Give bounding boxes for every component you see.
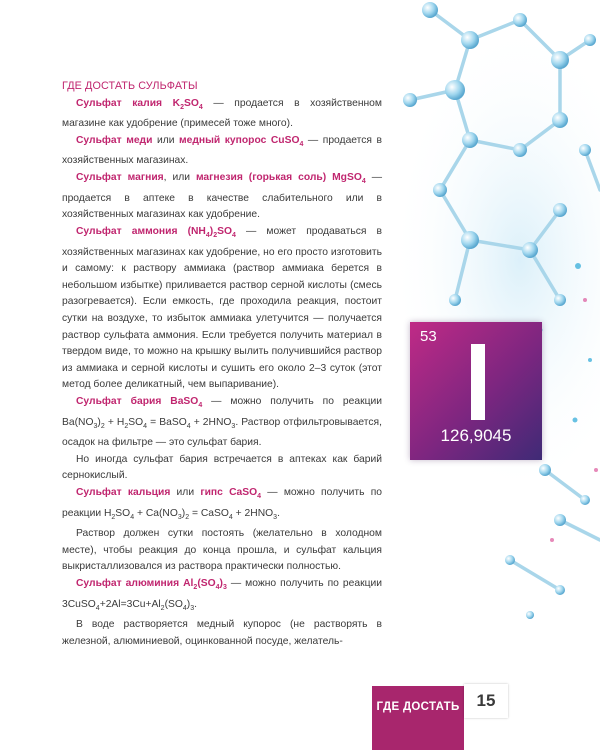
text-run: 3 xyxy=(177,513,182,521)
highlighted-term: 4 xyxy=(232,231,236,239)
text-run: 2 xyxy=(111,513,116,521)
text-run: — можно получить по реакции H xyxy=(62,486,383,519)
text-run: + H xyxy=(104,416,125,428)
paragraph xyxy=(62,617,382,650)
text-run: В воде растворяется медный купорос (не растворять в железной, алюминиевой, оцинкованной посуде, желатель- xyxy=(62,619,382,647)
paragraph xyxy=(62,452,382,485)
text-run: 4 xyxy=(186,422,191,430)
text-run: 2 xyxy=(100,422,105,430)
highlighted-term: 2 xyxy=(213,231,218,239)
text-run: = CaSO xyxy=(189,507,229,519)
text-run: — продается в аптеке в качестве слабительного или в хозяйственных магазинах как удобрение. xyxy=(62,172,382,221)
paragraph xyxy=(62,133,382,170)
paragraph xyxy=(62,394,382,452)
text-run: + 2HNO xyxy=(190,416,232,428)
text-run: ) xyxy=(97,416,101,428)
text-run: 2 xyxy=(160,604,165,612)
element-symbol xyxy=(471,344,485,420)
periodic-element-card xyxy=(410,322,542,460)
highlighted-term: ) xyxy=(219,578,223,589)
highlighted-term: Сульфат алюминия Al xyxy=(76,578,194,589)
highlighted-term: Сульфат кальция xyxy=(76,486,171,498)
text-run: — можно получить по реакции Ba(NO xyxy=(62,395,382,428)
highlighted-term: 3 xyxy=(222,584,227,592)
paragraph-list xyxy=(62,96,382,651)
highlighted-term: Сульфат меди xyxy=(76,134,153,146)
text-run: ) xyxy=(181,507,186,519)
paragraph xyxy=(62,485,382,526)
paragraph xyxy=(62,576,382,617)
text-run: 4 xyxy=(182,604,187,612)
atomic-number: 53 xyxy=(420,328,437,345)
text-run: , или xyxy=(163,172,196,184)
text-run: — продается в хозяйственном магазине как удобрение (примесей тоже много). xyxy=(62,97,382,130)
highlighted-term: Сульфат магния xyxy=(76,172,164,184)
footer-chapter-label: ГДЕ ДОСТАТЬ xyxy=(376,701,460,713)
text-run: Раствор должен сутки постоять (желательно в холодном месте), чтобы реакция до конца прошла, и сульфат кальция выкристаллизовался из раствора практически полностью. xyxy=(62,528,382,573)
text-run: — продается в хозяйственных магазинах. xyxy=(62,134,383,167)
text-run: 3 xyxy=(273,513,278,521)
text-run: 2 xyxy=(185,513,190,521)
text-run: = BaSO xyxy=(147,416,187,428)
section-title: ГДЕ ДОСТАТЬ СУЛЬФАТЫ xyxy=(62,80,198,92)
highlighted-term: 2 xyxy=(193,584,198,592)
text-run: или xyxy=(170,486,201,498)
paragraph xyxy=(62,224,382,394)
paragraph xyxy=(62,170,382,224)
highlighted-term: 4 xyxy=(215,584,220,592)
text-run: +2Al=3Cu+Al xyxy=(99,598,161,610)
paragraph xyxy=(62,526,382,576)
text-run: ) xyxy=(186,598,191,610)
text-run: — можно получить по реакции 3CuSO xyxy=(62,578,382,610)
text-run: . xyxy=(277,507,280,519)
text-run: . Раствор отфильтровывается, осадок на фильтре — это сульфат бария. xyxy=(62,416,382,449)
highlighted-term: SO xyxy=(183,97,199,109)
highlighted-term: 4 xyxy=(257,492,262,500)
text-run: . xyxy=(194,598,197,610)
text-run: 3 xyxy=(231,422,236,430)
highlighted-term: 4 xyxy=(361,178,366,186)
highlighted-term: магнезия (горькая соль) MgSO xyxy=(195,172,362,184)
highlighted-term: 4 xyxy=(198,103,203,111)
text-run: 4 xyxy=(143,422,148,430)
highlighted-term: Сульфат аммония (NH xyxy=(76,225,206,237)
highlighted-term: 4 xyxy=(205,231,210,239)
text-run: 4 xyxy=(130,513,135,521)
highlighted-term: ) xyxy=(209,225,214,237)
text-run: Но иногда сульфат бария встречается в аптеках как барий сернокислый. xyxy=(62,453,382,482)
paragraph xyxy=(62,96,382,133)
article-text xyxy=(62,78,382,650)
highlighted-term: SO xyxy=(217,225,233,237)
text-run: или xyxy=(152,134,180,146)
text-run: SO xyxy=(128,416,144,428)
highlighted-term: (SO xyxy=(197,578,216,589)
text-run: + Ca(NO xyxy=(134,507,178,519)
page-number: 15 xyxy=(476,691,496,710)
highlighted-term: Сульфат бария BaSO xyxy=(76,395,199,407)
text-run: 3 xyxy=(93,422,98,430)
atomic-mass: 126,9045 xyxy=(440,426,512,445)
highlighted-term: Сульфат калия K xyxy=(76,97,181,109)
text-run: 4 xyxy=(228,513,233,521)
text-run: 3 xyxy=(190,604,195,612)
highlighted-term: медный купорос CuSO xyxy=(179,134,300,146)
text-run: — может продаваться в хозяйственных магазинах как удобрение, но его просто изготовить и самому: к раствору аммиака (раствор аммиака берется в небольшом избытке) приливается раствор серной кислоты (смесь разогревается). Если емкость, где проходила реакция, постоит сутки на воздухе, то избыток аммиака улетучится — получается раствор сульфата аммония. Если требуется получить материал в твердом виде, то можно на крышку вылить получившийся раствор из аммиака и серной кислоты и сушить его около 2–3 суток (этот метод более деликатный, чем выпаривание). xyxy=(62,225,382,391)
highlighted-term: 4 xyxy=(299,140,304,148)
highlighted-term: 4 xyxy=(198,401,203,409)
text-run: 4 xyxy=(95,604,100,612)
highlighted-term: гипс CaSO xyxy=(200,486,258,498)
text-run: 2 xyxy=(124,422,129,430)
text-run: + 2HNO xyxy=(232,507,274,519)
text-run: SO xyxy=(115,507,131,519)
text-run: (SO xyxy=(164,598,183,610)
highlighted-term: 2 xyxy=(180,103,184,111)
